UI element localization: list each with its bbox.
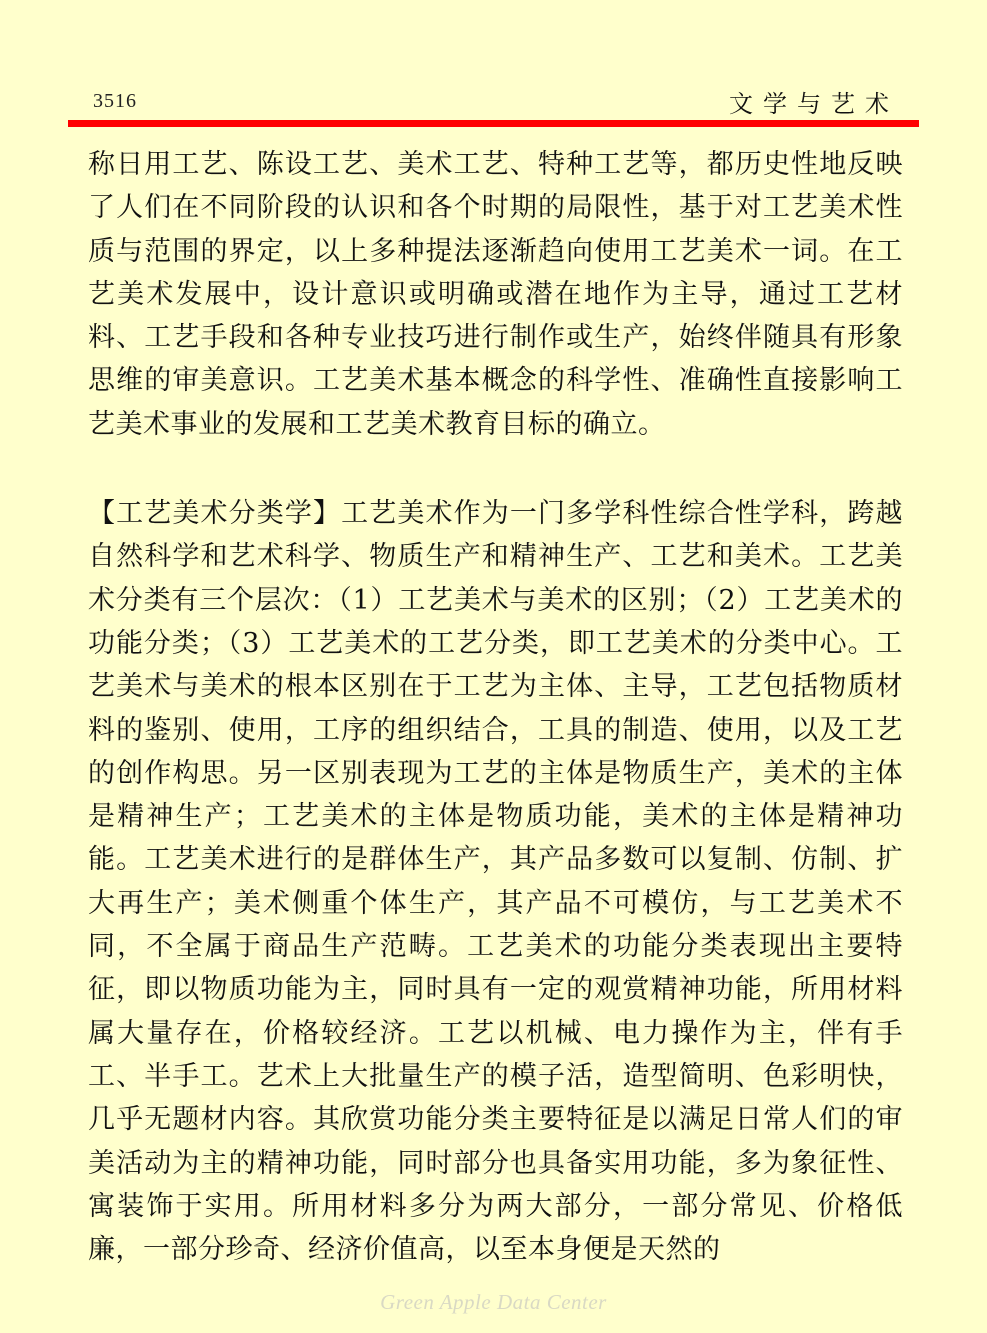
article-body bbox=[88, 143, 903, 1271]
body-paragraph-2: 【工艺美术分类学】工艺美术作为一门多学科性综合性学科，跨越自然科学和艺术科学、物质生产和精神生产、工艺和美术。工艺美术分类有三个层次：（1）工艺美术与美术的区别；（2）工艺美术的功能分类；（3）工艺美术的工艺分类，即工艺美术的分类中心。工艺美术与美术的根本区别在于工艺为主体、主导，工艺包括物质材料的鉴别、使用，工序的组织结合，工具的制造、使用，以及工艺的创作构思。另一区别表现为工艺的主体是物质生产，美术的主体是精神生产；工艺美术的主体是物质功能，美术的主体是精神功能。工艺美术进行的是群体生产，其产品多数可以复制、仿制、扩大再生产；美术侧重个体生产，其产品不可模仿，与工艺美术不同，不全属于商品生产范畴。工艺美术的功能分类表现出主要特征，即以物质功能为主，同时具有一定的观赏精神功能，所用材料属大量存在，价格较经济。工艺以机械、电力操作为主，伴有手工、半手工。艺术上大批量生产的模子活，造型简明、色彩明快，几乎无题材内容。其欣赏功能分类主要特征是以满足日常人们的审美活动为主的精神功能，同时部分也具备实用功能，多为象征性、寓装饰于实用。所用材料多分为两大部分，一部分常见、价格低廉，一部分珍奇、经济价值高，以至本身便是天然的 bbox=[88, 498, 903, 1266]
body-paragraph-1: 称日用工艺、陈设工艺、美术工艺、特种工艺等，都历史性地反映了人们在不同阶段的认识和各个时期的局限性，基于对工艺美术性质与范围的界定，以上多种提法逐渐趋向使用工艺美术一词。在工艺美术发展中，设计意识或明确或潜在地作为主导，通过工艺材料、工艺手段和各种专业技巧进行制作或生产，始终伴随具有形象思维的审美意识。工艺美术基本概念的科学性、准确性直接影响工艺美术事业的发展和工艺美术教育目标的确立。 bbox=[88, 149, 903, 440]
running-title: 文学与艺术 bbox=[729, 90, 899, 118]
header-rule bbox=[68, 120, 919, 127]
page-number: 3516 bbox=[93, 90, 137, 112]
watermark: Green Apple Data Center bbox=[380, 1290, 607, 1314]
